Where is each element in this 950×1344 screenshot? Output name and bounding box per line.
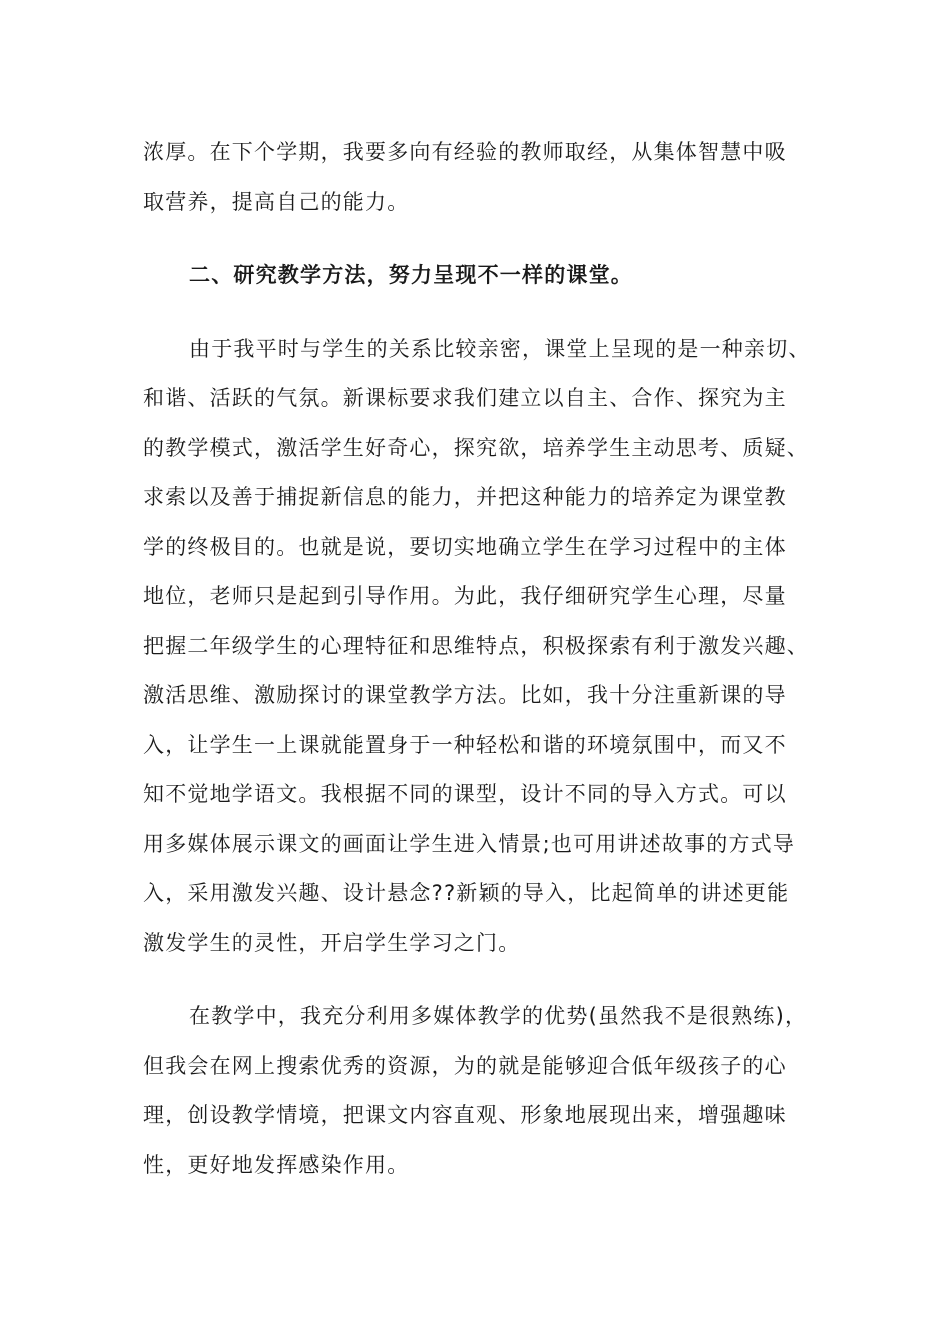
- paragraph-2: [143, 325, 811, 969]
- paragraph-line: 求索以及善于捕捉新信息的能力，并把这种能力的培养定为课堂教: [143, 485, 787, 509]
- paragraph-line: 用多媒体展示课文的画面让学生进入情景;也可用讲述故事的方式导: [143, 831, 796, 856]
- paragraph-line: 在教学中，我充分利用多媒体教学的优势(虽然我不是很熟练)，: [189, 1004, 808, 1028]
- paragraph-line: 地位，老师只是起到引导作用。为此，我仔细研究学生心理，尽量: [143, 584, 787, 608]
- paragraph-line: 由于我平时与学生的关系比较亲密，课堂上呈现的是一种亲切、: [189, 336, 811, 361]
- paragraph-line: 理，创设教学情境，把课文内容直观、形象地展现出来，增强趣味: [143, 1103, 787, 1127]
- paragraph-line: 激活思维、激励探讨的课堂教学方法。比如，我十分注重新课的导: [143, 683, 787, 707]
- paragraph-line: 和谐、活跃的气氛。新课标要求我们建立以自主、合作、探究为主: [143, 386, 787, 410]
- paragraph-1: [143, 128, 807, 227]
- paragraph-line: 知不觉地学语文。我根据不同的课型，设计不同的导入方式。可以: [143, 782, 787, 806]
- section-heading: 二、研究教学方法，努力呈现不一样的课堂。: [189, 263, 633, 287]
- paragraph-line: 入，让学生一上课就能置身于一种轻松和谐的环境氛围中，而又不: [143, 732, 787, 757]
- paragraph-line: 浓厚。在下个学期，我要多向有经验的教师取经，从集体智慧中吸: [143, 140, 787, 164]
- paragraph-line: 激发学生的灵性，开启学生学习之门。: [143, 930, 521, 955]
- paragraph-line: 把握二年级学生的心理特征和思维特点，积极探索有利于激发兴趣、: [143, 633, 809, 658]
- paragraph-3: [143, 992, 807, 1190]
- paragraph-line: 入，采用激发兴趣、设计悬念??新颖的导入，比起简单的讲述更能: [143, 881, 790, 905]
- section-heading-block: [143, 251, 807, 301]
- document-body: [143, 128, 811, 1190]
- paragraph-gap: [143, 968, 807, 992]
- paragraph-line: 性，更好地发挥感染作用。: [143, 1152, 410, 1177]
- paragraph-gap: [143, 301, 807, 325]
- paragraph-line: 但我会在网上搜索优秀的资源，为的就是能够迎合低年级孩子的心: [143, 1053, 787, 1078]
- paragraph-gap: [143, 227, 807, 251]
- paragraph-line: 学的终极目的。也就是说，要切实地确立学生在学习过程中的主体: [143, 534, 787, 559]
- paragraph-line: 取营养，提高自己的能力。: [143, 189, 410, 214]
- paragraph-line: 的教学模式，激活学生好奇心，探究欲，培养学生主动思考、质疑、: [143, 435, 809, 460]
